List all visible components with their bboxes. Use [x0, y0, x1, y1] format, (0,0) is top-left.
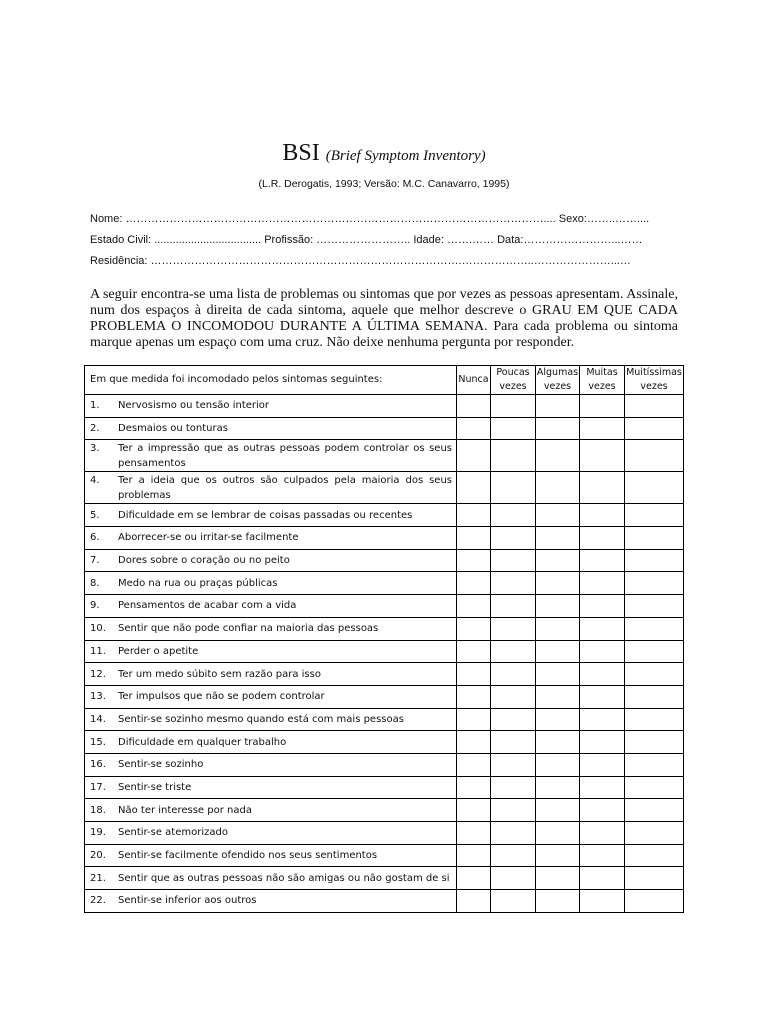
symptom-table	[84, 365, 684, 913]
item-number: 7.	[90, 555, 100, 567]
answer-cell[interactable]	[536, 549, 580, 572]
symptom-row	[85, 890, 684, 913]
symptom-row	[85, 417, 684, 440]
item-number: 2.	[90, 423, 100, 435]
answer-cell[interactable]	[536, 663, 580, 686]
item-number: 21.	[90, 872, 106, 884]
symptom-cell	[85, 685, 457, 708]
symptom-row	[85, 527, 684, 550]
item-text: Sentir-se sozinho	[118, 759, 204, 771]
item-text: Ter a ideia que os outros são culpados pela maioria dos seus problemas	[118, 474, 452, 501]
answer-cell[interactable]	[491, 572, 536, 595]
item-number: 14.	[90, 713, 106, 725]
answer-cell[interactable]	[625, 799, 684, 822]
answer-cell[interactable]	[536, 685, 580, 708]
column-header-line2: vezes	[543, 381, 572, 392]
answer-cell[interactable]	[625, 640, 684, 663]
answer-cell[interactable]	[457, 776, 491, 799]
answer-cell[interactable]	[625, 844, 684, 867]
answer-cell[interactable]	[491, 504, 536, 527]
item-text: Dificuldade em se lembrar de coisas passadas ou recentes	[118, 509, 413, 521]
title-subtitle: (Brief Symptom Inventory)	[325, 148, 486, 164]
column-header-line1: Poucas	[496, 367, 530, 378]
answer-cell[interactable]	[457, 572, 491, 595]
symptom-cell	[85, 595, 457, 618]
symptom-row	[85, 731, 684, 754]
answer-cell[interactable]	[580, 527, 625, 550]
answer-cell[interactable]	[491, 472, 536, 504]
answer-cell[interactable]	[625, 890, 684, 913]
answer-cell[interactable]	[625, 549, 684, 572]
symptom-row	[85, 663, 684, 686]
title-text: BSI	[282, 140, 320, 166]
symptom-cell	[85, 776, 457, 799]
item-number: 3.	[90, 442, 100, 454]
answer-cell[interactable]	[580, 776, 625, 799]
answer-cell[interactable]	[536, 472, 580, 504]
item-text: Ter um medo súbito sem razão para isso	[118, 668, 321, 680]
answer-cell[interactable]	[625, 731, 684, 754]
question-header: Em que medida foi incomodado pelos sintomas seguintes:	[85, 366, 457, 395]
answer-cell[interactable]	[536, 890, 580, 913]
answer-cell[interactable]	[625, 440, 684, 472]
answer-cell[interactable]	[536, 776, 580, 799]
answer-cell[interactable]	[580, 595, 625, 618]
symptom-cell	[85, 640, 457, 663]
answer-cell[interactable]	[491, 549, 536, 572]
symptom-row	[85, 504, 684, 527]
answer-cell[interactable]	[536, 395, 580, 418]
item-text: Desmaios ou tonturas	[118, 423, 228, 435]
answer-cell[interactable]	[457, 549, 491, 572]
symptom-row	[85, 776, 684, 799]
answer-cell[interactable]	[625, 572, 684, 595]
answer-cell[interactable]	[457, 472, 491, 504]
reference-line: (L.R. Derogatis, 1993; Versão: M.C. Canavarro, 1995)	[258, 178, 510, 190]
column-header-line1: Muitas	[586, 367, 618, 378]
item-number: 1.	[90, 400, 100, 412]
answer-cell[interactable]	[536, 753, 580, 776]
answer-cell[interactable]	[536, 527, 580, 550]
item-text: Aborrecer-se ou irritar-se facilmente	[118, 532, 299, 544]
symptom-row	[85, 440, 684, 472]
column-header-line1: Muitíssimas	[626, 367, 682, 378]
answer-cell[interactable]	[625, 867, 684, 890]
column-header-line1: Nunca	[458, 374, 489, 385]
answer-cell[interactable]	[457, 731, 491, 754]
symptom-row	[85, 395, 684, 418]
answer-cell[interactable]	[625, 822, 684, 845]
item-text: Dores sobre o coração ou no peito	[118, 555, 290, 567]
answer-cell[interactable]	[491, 799, 536, 822]
answer-cell[interactable]	[457, 640, 491, 663]
table-header-row	[85, 366, 684, 395]
answer-cell[interactable]	[536, 572, 580, 595]
answer-cell[interactable]	[625, 685, 684, 708]
answer-cell[interactable]	[457, 595, 491, 618]
answer-cell[interactable]	[580, 867, 625, 890]
item-number: 20.	[90, 850, 106, 862]
answer-cell[interactable]	[457, 663, 491, 686]
symptom-cell	[85, 504, 457, 527]
item-text: Dificuldade em qualquer trabalho	[118, 736, 287, 748]
answer-cell[interactable]	[457, 395, 491, 418]
symptom-cell	[85, 663, 457, 686]
item-number: 13.	[90, 691, 106, 703]
answer-cell[interactable]	[491, 527, 536, 550]
item-text: Sentir-se triste	[118, 781, 192, 793]
answer-cell[interactable]	[491, 867, 536, 890]
item-number: 16.	[90, 759, 106, 771]
answer-cell[interactable]	[536, 440, 580, 472]
answer-cell[interactable]	[457, 440, 491, 472]
symptom-row	[85, 617, 684, 640]
answer-cell[interactable]	[457, 890, 491, 913]
answer-cell[interactable]	[491, 776, 536, 799]
symptom-row	[85, 867, 684, 890]
symptom-row	[85, 572, 684, 595]
symptom-row	[85, 844, 684, 867]
answer-cell[interactable]	[625, 708, 684, 731]
answer-cell[interactable]	[625, 395, 684, 418]
symptom-cell	[85, 753, 457, 776]
answer-cell[interactable]	[536, 708, 580, 731]
answer-cell[interactable]	[491, 663, 536, 686]
item-text: Sentir-se sozinho mesmo quando está com mais pessoas	[118, 713, 404, 725]
item-text: Sentir-se inferior aos outros	[118, 895, 257, 907]
answer-cell[interactable]	[457, 708, 491, 731]
item-number: 19.	[90, 827, 106, 839]
answer-cell[interactable]	[580, 572, 625, 595]
answer-cell[interactable]	[457, 822, 491, 845]
item-text: Pensamentos de acabar com a vida	[118, 600, 297, 612]
answer-cell[interactable]	[580, 663, 625, 686]
answer-cell[interactable]	[536, 822, 580, 845]
answer-cell[interactable]	[580, 395, 625, 418]
symptom-row	[85, 640, 684, 663]
answer-cell[interactable]	[491, 685, 536, 708]
answer-cell[interactable]	[580, 472, 625, 504]
symptom-row	[85, 753, 684, 776]
item-text: Sentir que não pode confiar na maioria das pessoas	[118, 623, 379, 635]
symptom-cell	[85, 395, 457, 418]
answer-cell[interactable]	[625, 663, 684, 686]
column-header-line2: vezes	[588, 381, 616, 392]
answer-cell[interactable]	[491, 753, 536, 776]
instructions-paragraph: A seguir encontra-se uma lista de problemas ou sintomas que por vezes as pessoas apresentam. Assinale, num dos espaços à direita de cada sintoma, aquele que melhor descreve o GRAU EM QUE CADA PROBLEMA O INCOMODOU DURANTE A ÚLTIMA SEMANA. Para cada problema ou sintoma marque apenas um espaço com uma cruz. Não deixe nenhuma pergunta por responder.	[90, 287, 678, 350]
answer-cell[interactable]	[625, 417, 684, 440]
answer-cell[interactable]	[625, 504, 684, 527]
symptom-row	[85, 472, 684, 504]
item-text: Nervosismo ou tensão interior	[118, 400, 270, 412]
answer-cell[interactable]	[625, 595, 684, 618]
answer-cell[interactable]	[457, 844, 491, 867]
answer-cell[interactable]	[580, 685, 625, 708]
item-text: Perder o apetite	[118, 645, 199, 657]
item-text: Sentir-se atemorizado	[118, 827, 228, 839]
answer-cell[interactable]	[536, 640, 580, 663]
answer-cell[interactable]	[457, 504, 491, 527]
answer-cell[interactable]	[580, 844, 625, 867]
symptom-cell	[85, 527, 457, 550]
item-number: 5.	[90, 509, 100, 521]
column-header	[457, 366, 491, 395]
column-header-line2: vezes	[640, 381, 668, 392]
answer-cell[interactable]	[580, 417, 625, 440]
column-header	[536, 366, 580, 395]
answer-cell[interactable]	[625, 527, 684, 550]
answer-cell[interactable]	[491, 731, 536, 754]
column-header	[625, 366, 684, 395]
answer-cell[interactable]	[536, 417, 580, 440]
table-body	[85, 395, 684, 913]
symptom-row	[85, 708, 684, 731]
symptom-cell	[85, 572, 457, 595]
answer-cell[interactable]	[580, 731, 625, 754]
item-number: 12.	[90, 668, 106, 680]
answer-cell[interactable]	[457, 417, 491, 440]
name-sex-field[interactable]: Nome: …………………………………………………………………………………………………….... Sexo:……..……....	[90, 213, 650, 225]
item-number: 6.	[90, 532, 100, 544]
answer-cell[interactable]	[457, 617, 491, 640]
symptom-cell	[85, 890, 457, 913]
symptom-cell	[85, 731, 457, 754]
symptom-row	[85, 549, 684, 572]
answer-cell[interactable]	[491, 417, 536, 440]
symptom-row	[85, 685, 684, 708]
answer-cell[interactable]	[536, 595, 580, 618]
answer-cell[interactable]	[491, 395, 536, 418]
answer-cell[interactable]	[580, 504, 625, 527]
document-title	[0, 140, 768, 167]
answer-cell[interactable]	[536, 731, 580, 754]
symptom-cell	[85, 617, 457, 640]
item-text: Sentir que as outras pessoas não são amigas ou não gostam de si	[118, 872, 450, 884]
answer-cell[interactable]	[491, 440, 536, 472]
item-text: Sentir-se facilmente ofendido nos seus sentimentos	[118, 850, 378, 862]
symptom-cell	[85, 417, 457, 440]
item-number: 8.	[90, 577, 100, 589]
item-number: 4.	[90, 474, 100, 486]
item-number: 18.	[90, 804, 106, 816]
symptom-row	[85, 799, 684, 822]
item-text: Não ter interesse por nada	[118, 804, 252, 816]
symptom-row	[85, 822, 684, 845]
answer-cell[interactable]	[536, 504, 580, 527]
answer-cell[interactable]	[580, 753, 625, 776]
answer-cell[interactable]	[536, 799, 580, 822]
answer-cell[interactable]	[625, 617, 684, 640]
symptom-cell	[85, 844, 457, 867]
answer-cell[interactable]	[580, 640, 625, 663]
item-number: 9.	[90, 600, 100, 612]
item-number: 22.	[90, 895, 106, 907]
residence-field[interactable]: Residência: ………………………………………………………………………….………………..…………………...…	[90, 255, 631, 267]
symptom-cell	[85, 799, 457, 822]
answer-cell[interactable]	[580, 617, 625, 640]
symptom-cell	[85, 472, 457, 504]
column-header	[491, 366, 536, 395]
answer-cell[interactable]	[536, 617, 580, 640]
answer-cell[interactable]	[580, 890, 625, 913]
answer-cell[interactable]	[625, 753, 684, 776]
symptom-cell	[85, 549, 457, 572]
answer-cell[interactable]	[491, 595, 536, 618]
answer-cell[interactable]	[491, 822, 536, 845]
answer-cell[interactable]	[457, 867, 491, 890]
answer-cell[interactable]	[580, 440, 625, 472]
symptom-cell	[85, 867, 457, 890]
civil-profession-age-date-field[interactable]: Estado Civil: ................................... Profissão: …………………….. Idade: …….…… Data:……………………...……	[90, 234, 643, 246]
symptom-cell	[85, 822, 457, 845]
column-header-line2: vezes	[499, 381, 527, 392]
answer-cell[interactable]	[625, 472, 684, 504]
answer-cell[interactable]	[491, 708, 536, 731]
symptom-cell	[85, 440, 457, 472]
answer-cell[interactable]	[580, 708, 625, 731]
item-number: 11.	[90, 645, 106, 657]
answer-cell[interactable]	[457, 685, 491, 708]
answer-cell[interactable]	[491, 844, 536, 867]
item-number: 15.	[90, 736, 106, 748]
column-header	[580, 366, 625, 395]
answer-cell[interactable]	[625, 776, 684, 799]
item-number: 17.	[90, 781, 106, 793]
symptom-cell	[85, 708, 457, 731]
answer-cell[interactable]	[491, 617, 536, 640]
answer-cell[interactable]	[580, 799, 625, 822]
answer-cell[interactable]	[457, 753, 491, 776]
item-number: 10.	[90, 623, 106, 635]
answer-cell[interactable]	[491, 890, 536, 913]
answer-cell[interactable]	[457, 799, 491, 822]
answer-cell[interactable]	[536, 844, 580, 867]
answer-cell[interactable]	[491, 640, 536, 663]
column-header-line1: Algumas	[536, 367, 579, 378]
answer-cell[interactable]	[580, 549, 625, 572]
symptom-row	[85, 595, 684, 618]
item-text: Medo na rua ou praças públicas	[118, 577, 278, 589]
answer-cell[interactable]	[580, 822, 625, 845]
item-text: Ter a impressão que as outras pessoas podem controlar os seus pensamentos	[118, 442, 452, 469]
item-text: Ter impulsos que não se podem controlar	[118, 691, 325, 703]
answer-cell[interactable]	[536, 867, 580, 890]
answer-cell[interactable]	[457, 527, 491, 550]
